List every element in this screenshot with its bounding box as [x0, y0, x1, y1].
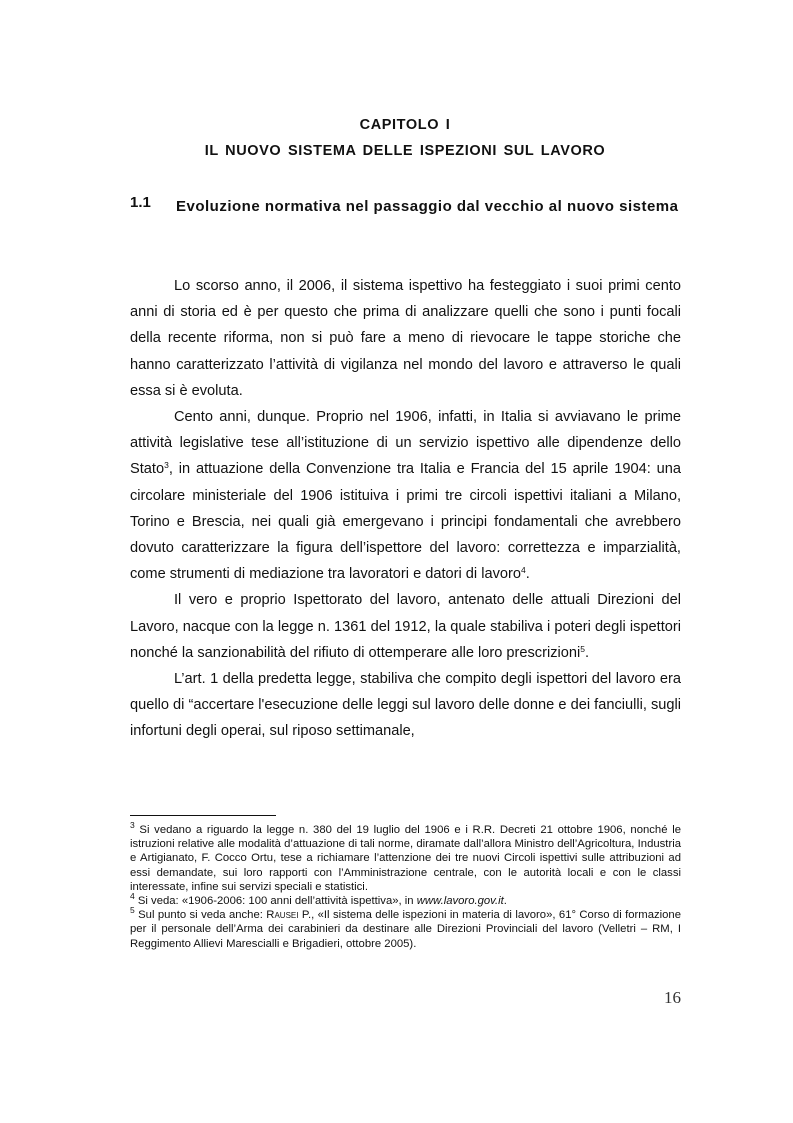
footnote-ref-4: 4	[520, 565, 526, 576]
footnote-4-link: www.lavoro.gov.it	[416, 895, 504, 908]
footnote-5-number: 5	[130, 905, 135, 916]
paragraph-3-text-b: .	[584, 644, 590, 661]
paragraph-1	[130, 273, 681, 404]
footnote-5-author: Rausei	[266, 909, 299, 922]
footnote-5	[130, 905, 681, 951]
chapter-label: CAPITOLO I	[359, 117, 451, 133]
paragraph-4-text: L’art. 1 della predetta legge, stabiliva che compito degli ispettori del lavoro era quello di “accertare l'esecuzione delle leggi sul lavoro delle donne e dei fanciulli, sugli infortuni degli operai, sul riposo settimanale,	[130, 671, 681, 740]
footnote-4-end: .	[503, 895, 507, 908]
footnote-ref-5: 5	[580, 643, 585, 654]
footnote-separator	[130, 815, 276, 816]
paragraph-2-text-c: .	[525, 566, 530, 583]
footnote-5-text: Sul punto si veda anche:	[134, 909, 267, 922]
footnote-5-rest: P., «Il sistema delle ispezioni in materia di lavoro», 61° Corso di formazione per il personale dell’Arma dei carabinieri da destinare alle Direzioni Provinciali del lavoro (Velletri – RM, I Reggimento Allievi Marescialli e Brigadieri, ottobre 2005).	[130, 909, 681, 950]
paragraph-2-text-a: Cento anni, dunque. Proprio nel 1906, infatti, in Italia si avviavano le prime attività legislative tese all’istituzione di un servizio ispettivo alle dipendenze dello Stato	[130, 409, 681, 478]
body-text	[130, 273, 681, 745]
section-number: 1.1	[130, 194, 151, 211]
paragraph-4	[130, 666, 681, 745]
paragraph-3-text-a: Il vero e proprio Ispettorato del lavoro, antenato delle attuali Direzioni del Lavoro, nacque con la legge n. 1361 del 1912, la quale stabiliva i poteri degli ispettori nonché la sanzionabilità del rifiuto di ottemperare alle loro prescrizioni	[130, 592, 681, 661]
footnote-ref-3: 3	[164, 460, 169, 471]
paragraph-2	[130, 404, 681, 587]
footnote-3-text: Si vedano a riguardo la legge n. 380 del 19 luglio del 1906 e i R.R. Decreti 21 ottobre 1906, nonché le istruzioni relative alle modalità d’attuazione di tali norme, diramate dall’allora Ministro dell’Agricoltura, Industria e Artigianato, F. Cocco Ortu, tese a richiamare l’attenzione dei tre nuovi Circoli ispettivi sulle attribuzioni ad essi demandate, sui loro rapporti con l’Amministrazione centrale, con le autorità locali e con le classi interessate, infine sui servizi speciali e statistici.	[130, 824, 681, 893]
footnote-4	[130, 891, 681, 908]
footnotes	[130, 820, 681, 951]
footnote-3-number: 3	[130, 820, 135, 830]
footnote-4-text: Si veda: «1906-2006: 100 anni dell’attività ispettiva», in	[134, 895, 417, 908]
footnote-3	[130, 820, 681, 894]
paragraph-3	[130, 587, 681, 666]
footnote-4-number: 4	[130, 891, 135, 902]
paragraph-2-text-b: , in attuazione della Convenzione tra Italia e Francia del 15 aprile 1904: una circolare ministeriale del 1906 istituiva i primi tre circoli ispettivi italiani a Milano, Torino e Brescia, nei quali già emergevano i principi fondamentali che avrebbero dovuto caratterizzare la figura dell’ispettore del lavoro: correttezza e imparzialità, come strumenti di mediazione tra lavoratori e datori di lavoro	[130, 461, 681, 583]
paragraph-1-text: Lo scorso anno, il 2006, il sistema ispettivo ha festeggiato i suoi primi cento anni di storia ed è per questo che prima di analizzare quelli che sono i punti focali della recente riforma, non si può fare a meno di rievocare le tappe storiche che hanno caratterizzato l’attività di vigilanza nel mondo del lavoro e attraverso le quali essa si è evoluta.	[130, 278, 681, 399]
section-title: Evoluzione normativa nel passaggio dal vecchio al nuovo sistema	[176, 198, 679, 215]
page-number: 16	[664, 988, 681, 1007]
chapter-title: IL NUOVO SISTEMA DELLE ISPEZIONI SUL LAVORO	[204, 143, 606, 159]
